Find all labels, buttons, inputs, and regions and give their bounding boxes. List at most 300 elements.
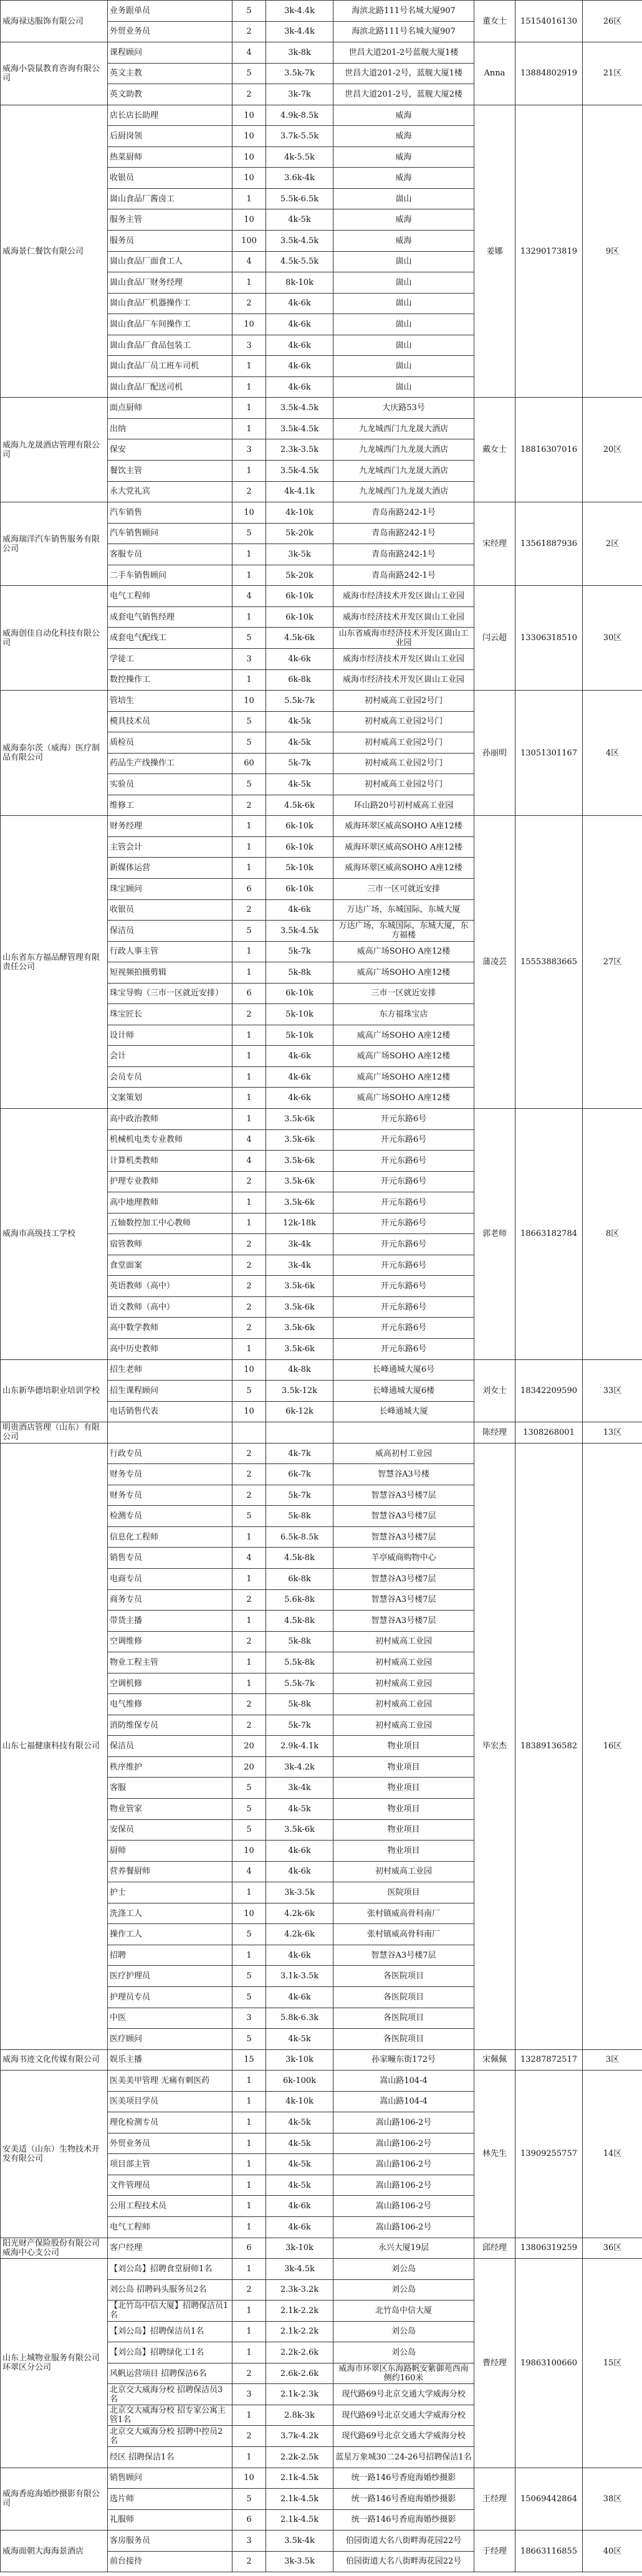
salary-cell: 6k-10k	[266, 983, 333, 1004]
contact-person: 董女士	[474, 1, 515, 42]
position-cell: 操作工人	[108, 1924, 232, 1945]
salary-cell: 2.1k-4.5k	[266, 2509, 333, 2531]
salary-cell: 4k-10k	[266, 2091, 333, 2112]
salary-cell: 4.5k-6k	[266, 795, 333, 816]
position-cell: 客服专员	[108, 544, 232, 565]
position-cell: 财务专员	[108, 1464, 232, 1485]
headcount-cell: 10	[232, 314, 266, 335]
address-cell: 崮山	[333, 356, 474, 377]
salary-cell: 3.5k-6k	[266, 1151, 333, 1172]
headcount-cell: 1	[232, 272, 266, 294]
position-cell: 成套电气配线工	[108, 628, 232, 649]
headcount-cell: 2	[232, 1715, 266, 1736]
salary-cell: 12k-18k	[266, 1213, 333, 1234]
address-cell: 蓝星万象城30二24-26号招聘保洁1名	[333, 2446, 474, 2468]
position-cell: 医疗顾问	[108, 2029, 232, 2050]
salary-cell: 8k-10k	[266, 272, 333, 294]
position-cell: 招聘	[108, 1945, 232, 1966]
salary-cell: 5k-8k	[266, 962, 333, 984]
headcount-cell: 1	[232, 356, 266, 377]
company-name: 山东新华德培职业培训学校	[1, 1359, 108, 1422]
address-cell: 初村威高工业园	[333, 1861, 474, 1882]
address-cell: 嵩山路106-2号	[333, 2112, 474, 2133]
address-cell: 万达广场，东城国际，东城大厦	[333, 899, 474, 921]
contact-person: 孙丽明	[474, 691, 515, 816]
position-cell: 永大党礼宾	[108, 481, 232, 502]
headcount-cell: 3	[232, 439, 266, 461]
table-row	[1, 1443, 642, 1464]
salary-cell: 3k-4.4k	[266, 21, 333, 42]
salary-cell: 5k-7k	[266, 1485, 333, 1506]
address-cell: 统一路146号香庭海婚纱摄影	[333, 2468, 474, 2489]
headcount-cell: 1	[232, 2321, 266, 2342]
contact-person: 陈经理	[474, 1422, 515, 1444]
address-cell: 三市一区可就近安排	[333, 878, 474, 899]
table-row	[1, 691, 642, 712]
position-cell: 公用工程技术员	[108, 2196, 232, 2217]
job-listing-body	[1, 1, 642, 2572]
company-name: 安美适（山东）生物技术开发有限公司	[1, 2071, 108, 2238]
headcount-cell: 10	[232, 105, 266, 126]
salary-cell: 3k-4k	[266, 1778, 333, 1799]
headcount-cell: 1	[232, 1611, 266, 1632]
salary-cell: 4.5k-5.5k	[266, 251, 333, 272]
headcount-cell: 1	[232, 1526, 266, 1548]
headcount-cell: 2	[232, 84, 266, 105]
headcount-cell: 1	[232, 1569, 266, 1590]
position-cell: 电商专员	[108, 1569, 232, 1590]
company-name: 威海景仁餐饮有限公司	[1, 105, 108, 398]
salary-cell: 2.2k-2.6k	[266, 2342, 333, 2363]
headcount-cell: 1	[232, 2196, 266, 2217]
table-row	[1, 398, 642, 419]
address-cell: 嵩山路106-2号	[333, 2196, 474, 2217]
headcount-cell: 1	[232, 2154, 266, 2175]
address-cell: 物业项目	[333, 1778, 474, 1799]
salary-cell: 5.8k-6.3k	[266, 2008, 333, 2029]
headcount-cell: 5	[232, 1986, 266, 2008]
address-cell: 大庆路53号	[333, 398, 474, 419]
salary-cell: 3.5k-6k	[266, 1318, 333, 1339]
position-cell: 模具技术员	[108, 711, 232, 732]
contact-phone: 18816307016	[515, 398, 583, 502]
address-cell: 各医院项目	[333, 1966, 474, 1987]
salary-cell: 2.1k-4.5k	[266, 2489, 333, 2510]
headcount-cell: 1	[232, 2301, 266, 2322]
headcount-cell: 60	[232, 753, 266, 774]
headcount-cell: 3	[232, 335, 266, 356]
position-cell: 医美项目学员	[108, 2091, 232, 2112]
headcount-cell: 10	[232, 1401, 266, 1422]
salary-cell: 4k-8k	[266, 1359, 333, 1381]
salary-cell: 5k-8k	[266, 1506, 333, 1527]
address-cell: 威海市环翠区东海路帆安紫御苑西南侧约160米	[333, 2363, 474, 2384]
headcount-cell: 5	[232, 774, 266, 795]
company-name: 威海面朝大海海景酒店	[1, 2531, 108, 2572]
position-cell: 物业管家	[108, 1799, 232, 1820]
company-name: 山东七福健康科技有限公司	[1, 1443, 108, 2049]
headcount-cell: 1	[232, 941, 266, 962]
address-cell: 物业项目	[333, 1756, 474, 1778]
address-cell: 威高广场SOHO A座12楼	[333, 1066, 474, 1088]
headcount-cell: 5	[232, 1, 266, 22]
headcount-cell: 4	[232, 1151, 266, 1172]
salary-cell: 5k-8k	[266, 1694, 333, 1715]
headcount-cell: 2	[232, 1255, 266, 1276]
position-cell: 高中数学教师	[108, 1318, 232, 1339]
position-cell: 高中历史教师	[108, 1339, 232, 1360]
table-row	[1, 2071, 642, 2092]
district-number: 33区	[583, 1359, 642, 1422]
salary-cell: 4k-5k	[266, 209, 333, 231]
contact-person: 王经理	[474, 2468, 515, 2531]
salary-cell: 4k-5k	[266, 1799, 333, 1820]
address-cell: 世昌大道201-2号，蓝舰大厦2楼	[333, 84, 474, 105]
position-cell: 营养餐厨师	[108, 1861, 232, 1882]
district-number: 2区	[583, 502, 642, 586]
position-cell: 选片师	[108, 2489, 232, 2510]
position-cell: 热菜厨师	[108, 146, 232, 168]
position-cell: 食堂面案	[108, 1255, 232, 1276]
headcount-cell: 4	[232, 251, 266, 272]
address-cell: 智慧谷A3号楼7层	[333, 1945, 474, 1966]
district-number: 40区	[583, 2531, 642, 2572]
position-cell: 设计师	[108, 1025, 232, 1046]
district-number: 36区	[583, 2238, 642, 2259]
position-cell: 保洁员	[108, 1736, 232, 1757]
headcount-cell: 10	[232, 2468, 266, 2489]
headcount-cell: 1	[232, 1108, 266, 1129]
salary-cell: 4k-5k	[266, 774, 333, 795]
contact-phone: 13909255757	[515, 2071, 583, 2238]
contact-phone: 13290173819	[515, 105, 583, 398]
headcount-cell: 2	[232, 795, 266, 816]
address-cell: 统一路146号香庭海婚纱摄影	[333, 2509, 474, 2531]
headcount-cell: 1	[232, 858, 266, 879]
headcount-cell: 3	[232, 2384, 266, 2405]
position-cell: 信息化工程师	[108, 1526, 232, 1548]
position-cell: 医美美甲管理 无痛有刺医药	[108, 2071, 232, 2092]
contact-person: 郭老师	[474, 1108, 515, 1359]
position-cell: 崮山食品厂酱卤工	[108, 188, 232, 209]
position-cell: 客户经理	[108, 2238, 232, 2259]
position-cell: 外贸业务员	[108, 2133, 232, 2154]
headcount-cell: 1	[232, 1046, 266, 1067]
salary-cell: 3.5k-4k	[266, 2531, 333, 2552]
headcount-cell: 1	[232, 669, 266, 691]
headcount-cell: 1	[232, 606, 266, 628]
company-name: 山东上城物业服务有限公司环翠区分公司	[1, 2259, 108, 2468]
address-cell: 三市一区就近安排	[333, 983, 474, 1004]
district-number: 21区	[583, 42, 642, 105]
salary-cell: 2.8k-3k	[266, 2405, 333, 2426]
headcount-cell: 10	[232, 691, 266, 712]
position-cell: 风帆运营项目 招聘保洁6名	[108, 2363, 232, 2384]
headcount-cell: 1	[232, 418, 266, 439]
position-cell: 服务主管	[108, 209, 232, 231]
headcount-cell: 10	[232, 168, 266, 189]
position-cell: 崮山食品厂配送司机	[108, 376, 232, 398]
salary-cell: 4k-7k	[266, 1443, 333, 1464]
salary-cell: 4k-5k	[266, 732, 333, 754]
contact-phone: 13884802919	[515, 42, 583, 105]
address-cell: 初村威高工业园2号门	[333, 753, 474, 774]
position-cell: 礼服师	[108, 2509, 232, 2531]
salary-cell: 3.5k-4.5k	[266, 398, 333, 419]
salary-cell: 6k-10k	[266, 586, 333, 607]
table-row	[1, 1108, 642, 1129]
headcount-cell: 10	[232, 1359, 266, 1381]
salary-cell: 3k-4k	[266, 1234, 333, 1255]
headcount-cell: 1	[232, 2112, 266, 2133]
address-cell: 伯园街道大名八街畔海花园22号	[333, 2551, 474, 2572]
headcount-cell: 1	[232, 962, 266, 984]
address-cell: 羊亭威商购物中心	[333, 1548, 474, 1569]
headcount-cell: 1	[232, 1339, 266, 1360]
position-cell: 后厨岗领	[108, 126, 232, 147]
contact-person: 毕宏杰	[474, 1443, 515, 2049]
salary-cell: 2.1k-2.2k	[266, 2321, 333, 2342]
address-cell: 开元东路6号	[333, 1276, 474, 1297]
table-row	[1, 42, 642, 64]
salary-cell: 4k-5k	[266, 2154, 333, 2175]
district-number: 13区	[583, 1422, 642, 1444]
position-cell: 客房服务员	[108, 2531, 232, 2552]
contact-phone: 18389136582	[515, 1443, 583, 2049]
position-cell: 文件管理员	[108, 2175, 232, 2196]
headcount-cell: 1	[232, 461, 266, 482]
address-cell	[333, 1422, 474, 1444]
address-cell: 威海	[333, 105, 474, 126]
headcount-cell: 20	[232, 1756, 266, 1778]
headcount-cell: 1	[232, 2216, 266, 2238]
district-number: 4区	[583, 691, 642, 816]
address-cell: 威海	[333, 126, 474, 147]
address-cell: 开元东路6号	[333, 1171, 474, 1192]
address-cell: 威高广场SOHO A座12楼	[333, 941, 474, 962]
salary-cell: 4k-6k	[266, 1841, 333, 1862]
position-cell: 北京交大威海分校 招聘保洁员3名	[108, 2384, 232, 2405]
headcount-cell: 5	[232, 1381, 266, 1402]
position-cell: 厨师	[108, 1841, 232, 1862]
company-name: 威海创佳自动化科技有限公司	[1, 586, 108, 691]
address-cell: 海滨北路111号名城大厦907	[333, 21, 474, 42]
address-cell: 崮山	[333, 314, 474, 335]
salary-cell: 4k-6k	[266, 314, 333, 335]
position-cell: 销售顾问	[108, 2468, 232, 2489]
address-cell: 孙家疃东街172号	[333, 2049, 474, 2071]
salary-cell: 3.5k-6k	[266, 1171, 333, 1192]
headcount-cell: 1	[232, 1882, 266, 1903]
salary-cell: 4k-6k	[266, 356, 333, 377]
salary-cell: 5k-20k	[266, 523, 333, 544]
address-cell: 伯园街道大名八街畔海花园22号	[333, 2531, 474, 2552]
position-cell: 【北竹岛中信大厦】招聘保洁员1名	[108, 2301, 232, 2322]
address-cell: 九龙城西门九龙晟大酒店	[333, 461, 474, 482]
headcount-cell: 4	[232, 586, 266, 607]
position-cell: 实验员	[108, 774, 232, 795]
salary-cell: 3.5k-6k	[266, 1339, 333, 1360]
address-cell: 威海环翠区威高SOHO A座12楼	[333, 816, 474, 837]
headcount-cell: 1	[232, 2446, 266, 2468]
address-cell: 初村威高工业园	[333, 1715, 474, 1736]
salary-cell: 3.5k-7k	[266, 63, 333, 84]
position-cell: 英文主教	[108, 63, 232, 84]
address-cell: 威海	[333, 168, 474, 189]
headcount-cell: 20	[232, 1736, 266, 1757]
district-number: 20区	[583, 398, 642, 502]
address-cell: 威海	[333, 146, 474, 168]
position-cell: 珠宝匠长	[108, 1004, 232, 1025]
address-cell: 环山路20号初村威高工业园	[333, 795, 474, 816]
salary-cell: 4k-5k	[266, 2029, 333, 2050]
headcount-cell: 3	[232, 2531, 266, 2552]
headcount-cell: 2	[232, 1004, 266, 1025]
company-name: 威海小袋鼠教育咨询有限公司	[1, 42, 108, 105]
position-cell: 机械机电类专业教师	[108, 1129, 232, 1151]
address-cell: 崮山	[333, 272, 474, 294]
position-cell: 崮山食品厂食品包装工	[108, 335, 232, 356]
position-cell: 管培生	[108, 691, 232, 712]
address-cell: 嵩山路106-2号	[333, 2175, 474, 2196]
headcount-cell: 2	[232, 2279, 266, 2301]
table-row	[1, 816, 642, 837]
address-cell: 世昌大道201-2号蓝舰大厦1楼	[333, 42, 474, 64]
salary-cell: 4k-5.5k	[266, 146, 333, 168]
headcount-cell: 1	[232, 565, 266, 586]
headcount-cell: 1	[232, 2259, 266, 2280]
headcount-cell: 10	[232, 209, 266, 231]
salary-cell: 5k-10k	[266, 858, 333, 879]
address-cell: 医院项目	[333, 1882, 474, 1903]
salary-cell: 3k-3.5k	[266, 2551, 333, 2572]
headcount-cell: 4	[232, 1129, 266, 1151]
position-cell: 学徒工	[108, 648, 232, 669]
contact-person: 宋经理	[474, 502, 515, 586]
salary-cell: 3k-4.4k	[266, 1, 333, 22]
salary-cell: 2.3k-3.2k	[266, 2279, 333, 2301]
address-cell: 长峰通城大厦	[333, 1401, 474, 1422]
headcount-cell: 5	[232, 1819, 266, 1841]
headcount-cell: 2	[232, 21, 266, 42]
headcount-cell: 15	[232, 2049, 266, 2071]
salary-cell: 4k-5k	[266, 711, 333, 732]
salary-cell: 6k-10k	[266, 606, 333, 628]
position-cell: 珠宝导购（三市一区就近安排）	[108, 983, 232, 1004]
headcount-cell: 1	[232, 1192, 266, 1214]
position-cell: 短视频拍摄剪辑	[108, 962, 232, 984]
headcount-cell: 1	[232, 836, 266, 858]
headcount-cell: 1	[232, 1673, 266, 1694]
address-cell: 嵩山路106-2号	[333, 2133, 474, 2154]
headcount-cell: 1	[232, 2175, 266, 2196]
headcount-cell: 5	[232, 628, 266, 649]
address-cell: 智慧谷A3号楼7层	[333, 1589, 474, 1611]
position-cell: 出纳	[108, 418, 232, 439]
salary-cell: 3.6k-4k	[266, 168, 333, 189]
table-row	[1, 1, 642, 22]
position-cell: 店长店长助理	[108, 105, 232, 126]
headcount-cell: 5	[232, 1778, 266, 1799]
salary-cell: 4k-10k	[266, 502, 333, 524]
position-cell: 招生课程顾问	[108, 1381, 232, 1402]
salary-cell	[266, 1422, 333, 1444]
company-name: 威海泰尔茨（威海）医疗制品有限公司	[1, 691, 108, 816]
salary-cell: 6k-8k	[266, 1569, 333, 1590]
address-cell: 智慧谷A3号楼	[333, 1464, 474, 1485]
headcount-cell: 3	[232, 2008, 266, 2029]
salary-cell: 3.1k-3.5k	[266, 1966, 333, 1987]
address-cell: 初村威高工业园	[333, 1694, 474, 1715]
contact-phone: 13561887936	[515, 502, 583, 586]
salary-cell: 3.5k-4.5k	[266, 231, 333, 252]
salary-cell: 3.5k-6k	[266, 1108, 333, 1129]
table-row	[1, 502, 642, 524]
salary-cell: 4k-5k	[266, 2175, 333, 2196]
position-cell: 空调维修	[108, 1631, 232, 1652]
salary-cell: 3k-10k	[266, 2049, 333, 2071]
headcount-cell	[232, 1422, 266, 1444]
position-cell: 空调机修	[108, 1673, 232, 1694]
salary-cell: 3k-3.5k	[266, 1882, 333, 1903]
salary-cell: 6k-12k	[266, 1401, 333, 1422]
address-cell: 嵩山路104-4	[333, 2091, 474, 2112]
headcount-cell: 4	[232, 42, 266, 64]
address-cell: 威高广场SOHO A座12楼	[333, 1046, 474, 1067]
salary-cell: 6k-7k	[266, 1464, 333, 1485]
salary-cell: 4k-5k	[266, 2133, 333, 2154]
position-cell: 语文教师（高中）	[108, 1296, 232, 1318]
position-cell: 行政专员	[108, 1443, 232, 1464]
salary-cell: 5k-10k	[266, 1025, 333, 1046]
headcount-cell: 1	[232, 1088, 266, 1109]
salary-cell: 4.9k-8.5k	[266, 105, 333, 126]
salary-cell: 4k-4.1k	[266, 481, 333, 502]
position-cell: 业务跟单员	[108, 1, 232, 22]
headcount-cell: 5	[232, 63, 266, 84]
salary-cell: 5k-10k	[266, 1004, 333, 1025]
salary-cell: 3.5k-6k	[266, 1192, 333, 1214]
position-cell: 【刘公岛】招聘保洁员1名	[108, 2321, 232, 2342]
address-cell: 物业项目	[333, 1819, 474, 1841]
address-cell: 威高广场SOHO A座12楼	[333, 1088, 474, 1109]
address-cell: 威海环翠区威高SOHO A座12楼	[333, 858, 474, 879]
headcount-cell: 4	[232, 1861, 266, 1882]
position-cell: 电气工程师	[108, 2216, 232, 2238]
headcount-cell: 1	[232, 2342, 266, 2363]
address-cell: 初村威高工业园	[333, 1673, 474, 1694]
headcount-cell: 1	[232, 1025, 266, 1046]
address-cell: 崮山	[333, 376, 474, 398]
position-cell: 护理员专员	[108, 1986, 232, 2008]
salary-cell: 4k-6k	[266, 2216, 333, 2238]
position-cell: 带货主播	[108, 1611, 232, 1632]
headcount-cell: 1	[232, 376, 266, 398]
headcount-cell: 2	[232, 2363, 266, 2384]
position-cell: 崮山食品厂员工班车司机	[108, 356, 232, 377]
position-cell: 医疗护理员	[108, 1966, 232, 1987]
address-cell: 开元东路6号	[333, 1296, 474, 1318]
salary-cell: 6k-8k	[266, 669, 333, 691]
headcount-cell: 6	[232, 2509, 266, 2531]
position-cell: 汽车销售顾问	[108, 523, 232, 544]
address-cell: 开元东路6号	[333, 1192, 474, 1214]
address-cell: 九龙城西门九龙晟大酒店	[333, 439, 474, 461]
salary-cell: 3.5k-4.5k	[266, 921, 333, 942]
company-name: 威海书迹文化传媒有限公司	[1, 2049, 108, 2071]
headcount-cell: 5	[232, 711, 266, 732]
headcount-cell: 2	[232, 899, 266, 921]
